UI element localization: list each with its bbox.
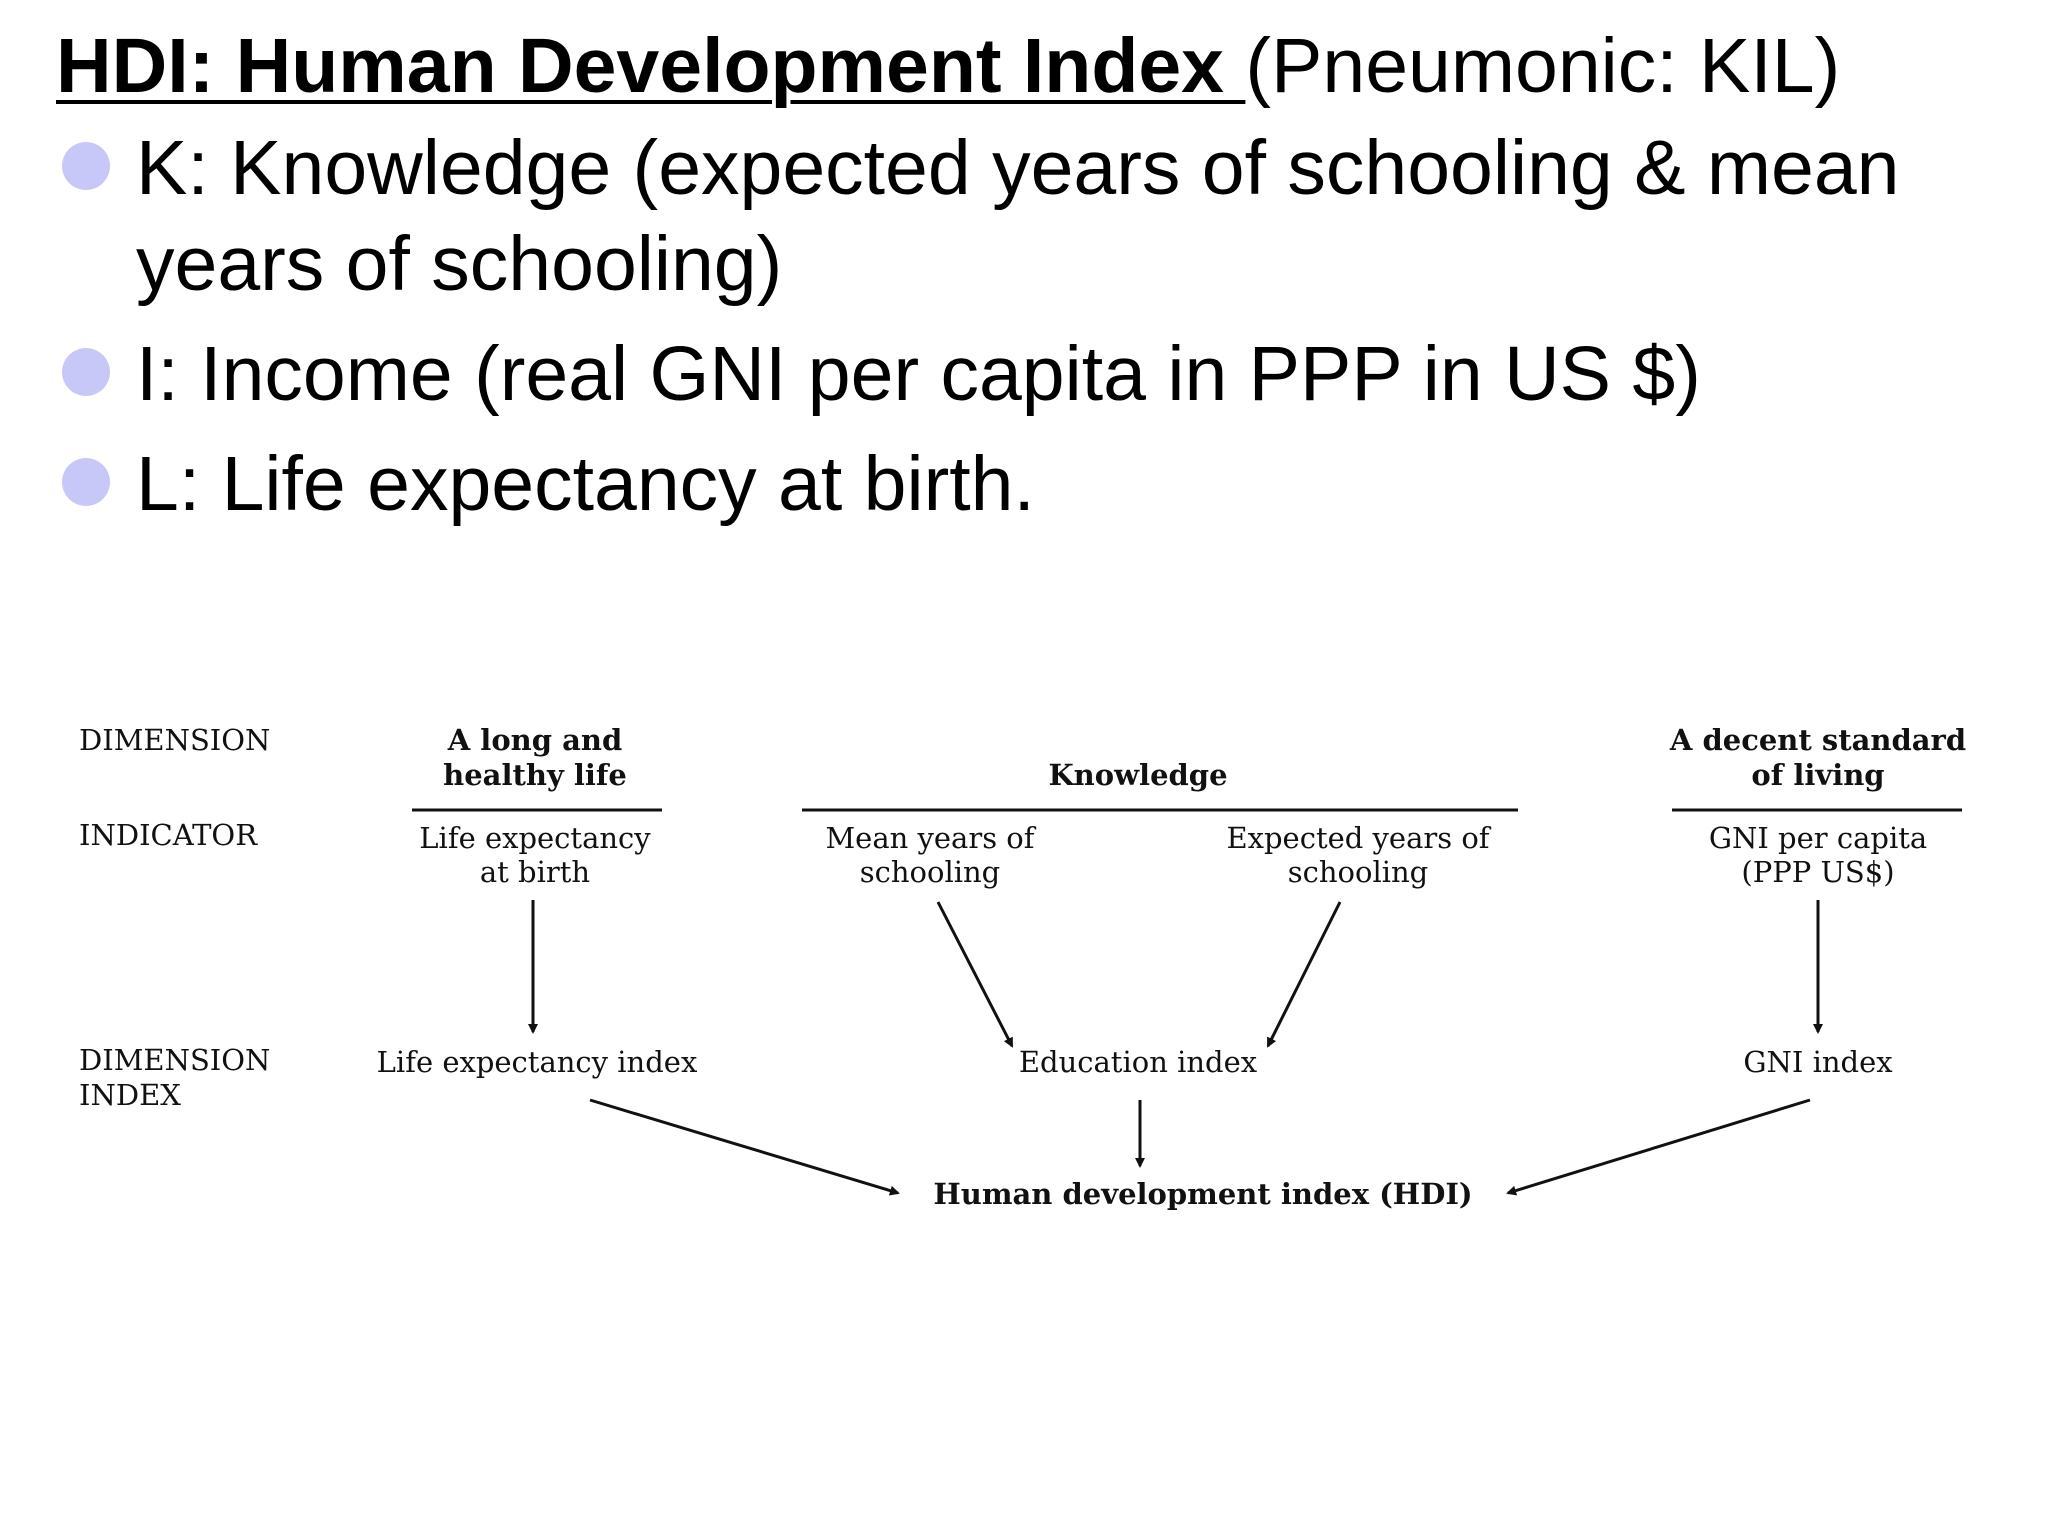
title-suffix: (Pneumonic: KIL) (1245, 23, 1841, 109)
row-label-index: INDEX (79, 1078, 181, 1112)
bullet-text-line: I: Income (real GNI per capita in PPP in US $) (136, 331, 1701, 417)
dimension-living-line1: A decent standard (1669, 723, 1967, 757)
dimension-knowledge: Knowledge (1048, 758, 1228, 792)
arrow-gni-index-to-hdi (1508, 1100, 1810, 1193)
hdi-label: Human development index (HDI) (933, 1177, 1473, 1211)
arrow-mean-to-education (938, 902, 1012, 1046)
bullet-text-line: K: Knowledge (expected years of schooling & mean (136, 125, 1900, 211)
bullet-text-line: L: Life expectancy at birth. (136, 441, 1035, 527)
index-life-expectancy: Life expectancy index (376, 1045, 698, 1079)
dimension-health-line2: healthy life (443, 758, 627, 792)
indicator-life-expectancy-line1: Life expectancy (419, 821, 651, 855)
dimension-living-line2: of living (1751, 758, 1885, 792)
row-label-dimension: DIMENSION (79, 723, 271, 757)
indicator-life-expectancy-line2: at birth (479, 855, 591, 889)
index-gni: GNI index (1743, 1045, 1893, 1079)
indicator-gni-line1: GNI per capita (1708, 821, 1928, 855)
indicator-expected-schooling-line2: schooling (1287, 855, 1429, 889)
row-label-dimension-index: DIMENSION (79, 1043, 271, 1077)
index-education: Education index (1018, 1045, 1258, 1079)
dimension-health-line1: A long and (447, 723, 623, 757)
indicator-expected-schooling-line1: Expected years of (1226, 821, 1490, 855)
indicator-mean-schooling-line2: schooling (859, 855, 1001, 889)
arrow-life-index-to-hdi (590, 1100, 898, 1193)
arrow-expected-to-education (1268, 902, 1340, 1046)
indicator-gni-line2: (PPP US$) (1741, 855, 1895, 889)
title-main: HDI: Human Development Index (56, 23, 1246, 109)
indicator-mean-schooling-line1: Mean years of (825, 821, 1035, 855)
bullet-text-line: years of schooling) (136, 221, 783, 307)
row-label-indicator: INDICATOR (79, 818, 258, 852)
